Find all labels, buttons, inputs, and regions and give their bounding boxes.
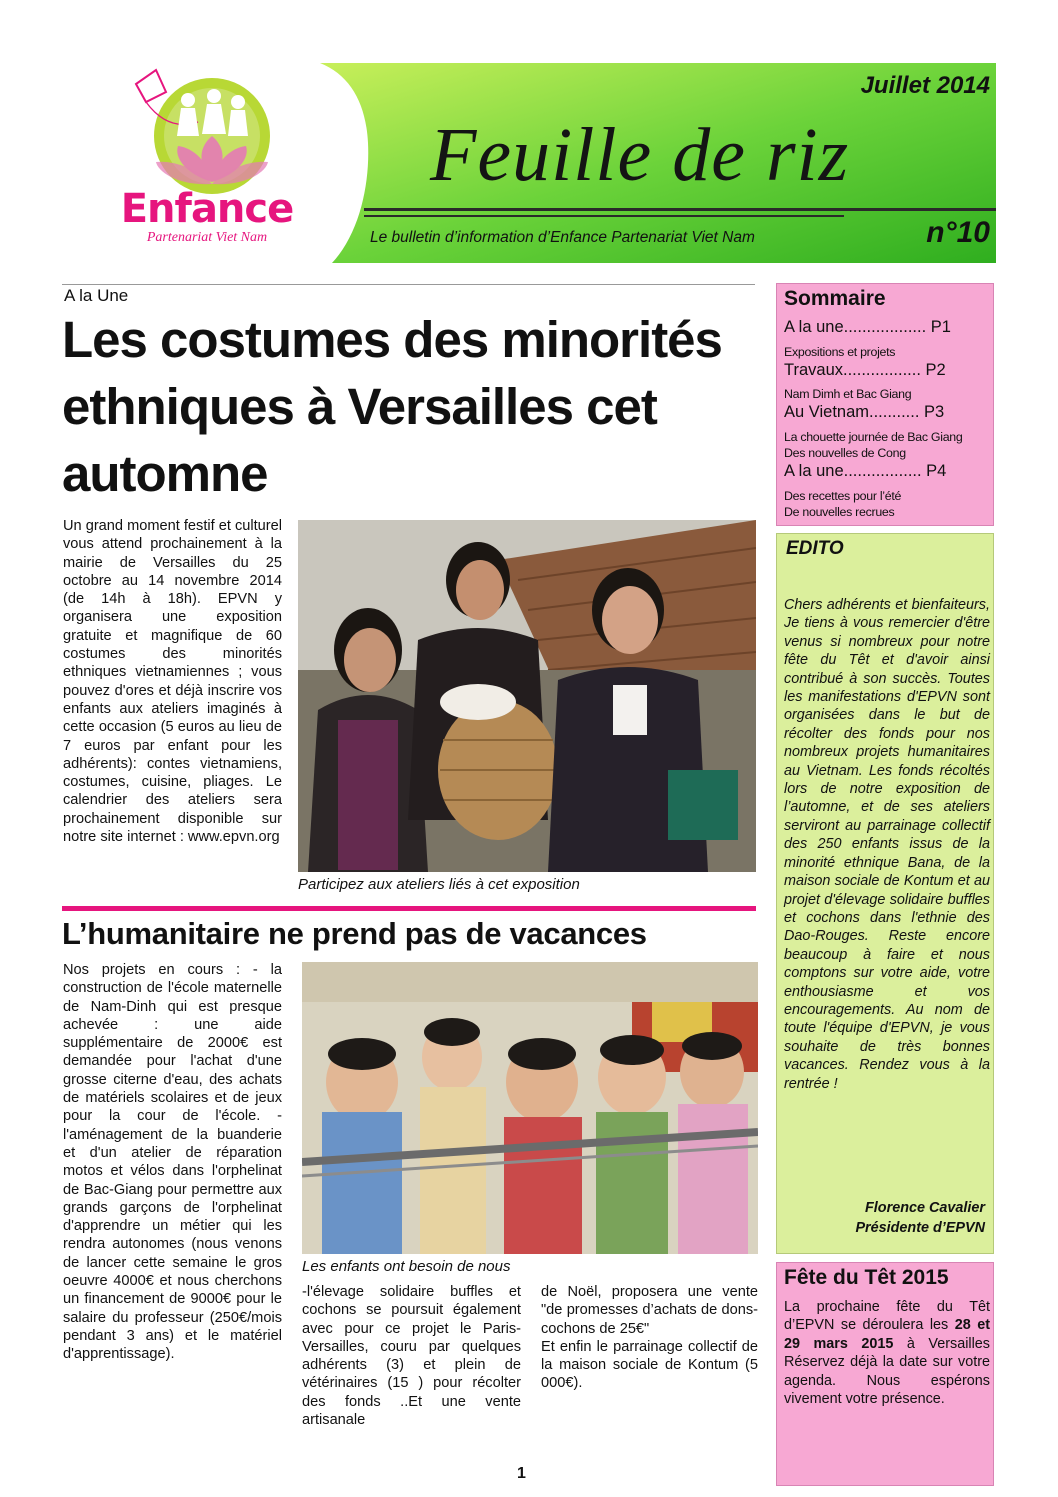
lead-headline: Les costumes des minorités ethniques à Versailles cet automne: [62, 311, 722, 502]
edito-title: EDITO: [786, 538, 844, 559]
article2-column-3: [541, 1283, 758, 1393]
sommaire-sub: Des nouvelles de Cong: [784, 446, 906, 460]
sommaire-entry-p4[interactable]: A la une................. P4: [784, 462, 947, 480]
sommaire-sub: De nouvelles recrues: [784, 505, 895, 519]
pink-section-rule: [62, 906, 756, 911]
sommaire-sub: La chouette journée de Bac Giang: [784, 430, 963, 444]
lead-photo-caption: Participez aux ateliers liés à cet exposition: [298, 876, 580, 893]
sommaire-entry-p1[interactable]: A la une.................. P1: [784, 318, 951, 336]
signature-name: Florence Cavalier: [865, 1200, 985, 1216]
sommaire-sub: Nam Dimh et Bac Giang: [784, 387, 912, 401]
tagline: Le bulletin d’information d’Enfance Partenariat Viet Nam: [370, 229, 755, 246]
sommaire-box: [776, 283, 994, 526]
edito-signature: [785, 1198, 985, 1238]
lead-body-text: Un grand moment festif et culturel vous attend prochainement à la mairie de Versailles du 25 octobre au 14 novembre 2014 (de 14h à 18h). EPVN y organisera une exposition gratuite et magnifique de 60 costumes des minorités ethniques vietnamiennes ; vous pouvez d'ores et déjà inscrire vos enfants aux ateliers imaginés à cette occasion (5 euros au lieu de 7 euros par enfant pour les adhérents): contes vietnamiens, costumes, cuisine, pliages. Le calendrier des ateliers sera prochainement disponible sur notre site internet : www.epvn.org: [63, 518, 283, 846]
article2-column-2: -l'élevage solidaire buffles et cochons se poursuit également avec pour ce projet le Paris-Versailles, couru par quelques adhérents (3) et plein de vétérinaires (15 ) pour récolter des fonds ..Et une vente artisanale: [302, 1284, 521, 1429]
sommaire-title: Sommaire: [784, 287, 886, 310]
tet-dates: 28 et 29 mars 2015: [784, 1317, 990, 1352]
tet-body-text: La prochaine fête du Têt d’EPVN se déroulera les: [784, 1299, 990, 1334]
tet-title: Fête du Têt 2015: [784, 1266, 949, 1289]
children-photo-caption: Les enfants ont besoin de nous: [302, 1258, 511, 1275]
page-number: 1: [517, 1465, 526, 1482]
section-kicker: A la Une: [64, 286, 129, 305]
edito-body: Chers adhérents et bienfaiteurs, Je tiens à vous remercier d'être venus si nombreux pour notre fête du Têt et d'avoir ainsi contribué à son succès. Toutes les manifestations d'EPVN sont organisées dans le but de récolter des fonds pour nos nombreux projets humanitaires au Vietnam. Les fonds récoltés lors de notre exposition de l’automne, et de ses ateliers serviront au parrainage collectif des 250 enfants issus de la minorité ethnique Bana, de la maison sociale de Kontum et au projet d'élevage solidaire buffles et cochons dans l'ethnie des Dao-Rouges. Reste encore beaucoup à faire et nous comptons sur votre aide, votre enthousiasme et vos encouragements. Au nom de toute l'équipe d'EPVN, je vous souhaite de très bonnes vacances. Rendez vous à la rentrée !: [784, 597, 990, 1092]
issue-date: Juillet 2014: [860, 72, 990, 99]
top-rule: [62, 284, 755, 285]
sommaire-sub: Expositions et projets: [784, 345, 896, 359]
tet-box: [776, 1262, 994, 1486]
article2-column-3-part-2: Et enfin le parrainage collectif de la maison sociale de Kontum (5 000€).: [541, 1338, 758, 1392]
tet-body: [784, 1298, 990, 1408]
sommaire-entry-p3[interactable]: Au Vietnam........... P3: [784, 403, 945, 421]
masthead-title: Feuille de riz: [430, 113, 850, 197]
sommaire-sub: Des recettes pour l’été: [784, 489, 902, 503]
logo-subtitle: Partenariat Viet Nam: [146, 230, 268, 245]
tet-body-text: à Versailles Réservez déjà la date sur votre agenda. Nous espérons vivement votre présence.: [784, 1335, 991, 1408]
children-photo: [302, 962, 758, 1254]
issue-number: n°10: [926, 216, 990, 249]
logo-name: Enfance: [120, 186, 294, 232]
article2-column-3-part-1: de Noël, proposera une vente "de promesses d’achats de dons- cochons de 25€": [541, 1284, 758, 1337]
edito-box: [776, 533, 994, 1254]
article2-column-1: Nos projets en cours : - la construction de l'école maternelle de Nam-Dinh qui est presque achevée : une aide supplémentaire de 2000€ est demandée pour l'achat d'une grosse citerne d'eau, des achats de matériels scolaires et de jeux pour la cour de l'école. -l'aménagement de la buanderie et d'un atelier de réparation motos et vélos dans l'orphelinat de Bac-Giang pour permettre aux grands garçons de l'orphelinat d'apprendre un métier qui les rendra autonomes (nous venons de lancer cette semaine le gros oeuvre 4000€ et nous cherchons un financement de 9000€ pour le salaire du professeur (250€/mois pendant 3 ans) et le matériel d'apprentissage).: [63, 962, 282, 1363]
ethnic-girls-photo: [298, 520, 756, 872]
article2-headline: L’humanitaire ne prend pas de vacances: [62, 916, 647, 951]
signature-role: Présidente d’EPVN: [855, 1220, 985, 1236]
sommaire-entry-p2[interactable]: Travaux................. P2: [784, 361, 946, 379]
